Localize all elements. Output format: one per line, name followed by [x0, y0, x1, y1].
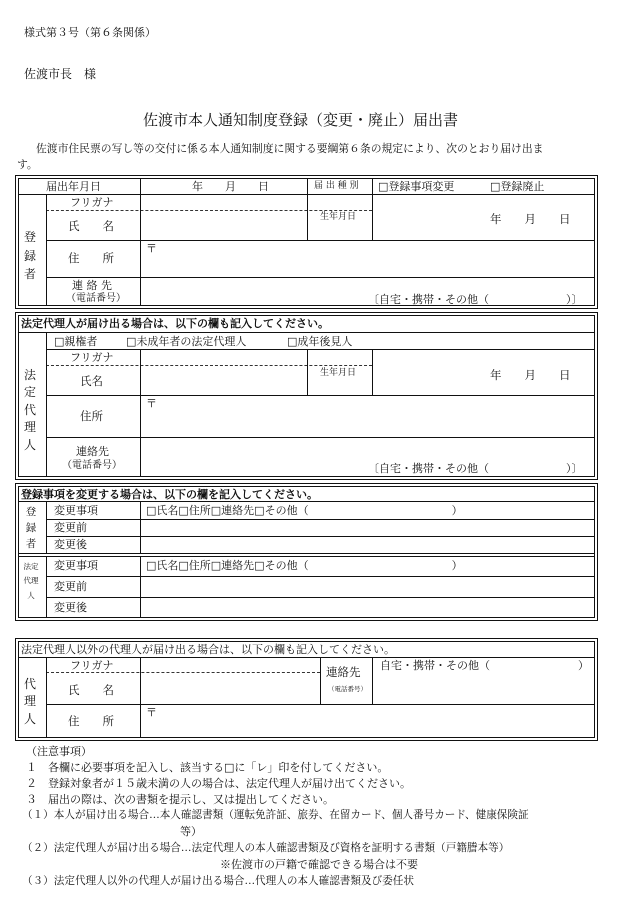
legal-rep-address-input[interactable]: [160, 412, 580, 430]
registrant-contact-choices[interactable]: 〔自宅・携帯・その他（ ）〕: [368, 293, 583, 306]
page-title: 佐渡市本人通知制度登録（変更・廃止）届出書: [143, 111, 459, 129]
change-registrant-after-input[interactable]: [150, 538, 590, 551]
registrant-address-label: 住 所: [68, 251, 114, 265]
change-registrant-side-label: 登 録 者: [25, 506, 37, 550]
change-registrant-item-options[interactable]: □氏名□住所□連絡先□その他（ ）: [146, 504, 463, 517]
note-3-sub-2: （２）法定代理人が届け出る場合…法定代理人の本人確認書類及び資格を証明する書類（戸籍謄本等）: [22, 842, 510, 854]
filing-date-format: 年 月 日: [192, 180, 269, 193]
registrant-furigana-label: フリガナ: [70, 196, 114, 209]
change-registrant-before-label: 変更前: [54, 521, 87, 534]
agent-phone-label: （電話番号）: [328, 685, 367, 693]
agent-furigana-input[interactable]: [180, 660, 300, 670]
agent-postal-mark: 〒: [146, 706, 157, 719]
change-rep-before-input[interactable]: [150, 579, 590, 594]
option-minor-rep[interactable]: □未成年者の法定代理人: [126, 335, 247, 348]
legal-rep-birth-label: 生年月日: [320, 368, 357, 378]
notes-heading: （注意事項）: [26, 745, 92, 758]
legal-rep-furigana-input[interactable]: [180, 352, 300, 362]
note-3-sub-2-cont: ※佐渡市の戸籍で確認できる場合は不要: [220, 858, 418, 871]
legal-rep-name-label: 氏名: [80, 374, 103, 388]
note-3: ３ 届出の際は、次の書類を提示し、又は提出してください。: [26, 793, 334, 806]
agent-contact-input[interactable]: [380, 676, 590, 700]
agent-name-input[interactable]: [150, 676, 310, 700]
agent-contact-choices[interactable]: 自宅・携帯・その他（ ）: [380, 659, 589, 672]
note-3-sub-1-cont: 等）: [180, 825, 202, 838]
agent-address-input[interactable]: [160, 714, 580, 732]
agent-side-label: 代 理 人: [23, 677, 36, 726]
intro-line-1: 佐渡市住民票の写し等の交付に係る本人通知制度に関する要綱第６条の規定により、次のとおり届け出ま: [36, 142, 544, 155]
intro-line-2: す。: [17, 158, 38, 171]
note-1: １ 各欄に必要事項を記入し、該当する□に「レ」印を付してください。: [26, 761, 389, 774]
change-rep-item-options[interactable]: □氏名□住所□連絡先□その他（ ）: [146, 559, 463, 572]
note-3-sub-1: （１）本人が届け出る場合…本人確認書類（運転免許証、旅券、在留カード、個人番号カード、健康保険証: [22, 809, 529, 821]
option-registration-abolish[interactable]: □登録廃止: [490, 180, 545, 193]
change-registrant-item-label: 変更事項: [54, 504, 98, 517]
change-registrant-before-input[interactable]: [150, 521, 590, 534]
change-rep-before-label: 変更前: [54, 580, 87, 593]
legal-rep-contact-label: 連絡先: [76, 445, 109, 458]
registrant-birth-label: 生年月日: [320, 212, 357, 222]
option-parent[interactable]: □親権者: [54, 335, 98, 348]
option-registration-change[interactable]: □登録事項変更: [378, 180, 455, 193]
agent-furigana-label: フリガナ: [70, 659, 114, 672]
registrant-side-label: 登 録 者: [23, 230, 36, 282]
legal-rep-address-label: 住所: [80, 409, 103, 423]
registrant-name-input[interactable]: [150, 214, 300, 236]
legal-rep-section-head: 法定代理人が届け出る場合は、以下の欄も記入してください。: [21, 317, 329, 330]
registrant-address-input[interactable]: [160, 256, 580, 272]
option-guardian[interactable]: □成年後見人: [287, 335, 353, 348]
addressee: 佐渡市長 様: [24, 67, 97, 81]
registrant-birth-format: 年 月 日: [490, 212, 571, 226]
registrant-contact-label: 連 絡 先: [72, 279, 112, 292]
filing-type-label: 届 出 種 別: [314, 181, 359, 191]
legal-rep-furigana-label: フリガナ: [70, 351, 114, 364]
legal-rep-name-input[interactable]: [150, 369, 300, 391]
filing-date-label: 届出年月日: [46, 180, 101, 193]
registrant-furigana-input[interactable]: [180, 198, 300, 208]
agent-section-head: 法定代理人以外の代理人が届け出る場合は、以下の欄も記入してください。: [21, 643, 395, 656]
note-3-sub-3: （３）法定代理人以外の代理人が届け出る場合…代理人の本人確認書類及び委任状: [22, 875, 414, 887]
legal-rep-birth-format: 年 月 日: [490, 368, 571, 382]
change-rep-side-label: 法定 代理 人: [23, 562, 39, 600]
legal-rep-postal-mark: 〒: [146, 397, 157, 410]
change-rep-after-input[interactable]: [150, 600, 590, 615]
registrant-postal-mark: 〒: [146, 242, 157, 255]
legal-rep-side-label: 法 定 代 理 人: [23, 368, 36, 452]
agent-name-label: 氏 名: [68, 683, 114, 697]
legal-rep-contact-choices[interactable]: 〔自宅・携帯・その他（ ）〕: [368, 462, 583, 475]
legal-rep-phone-label: （電話番号）: [62, 460, 122, 471]
registrant-phone-label: （電話番号）: [66, 293, 126, 304]
change-registrant-after-label: 変更後: [54, 538, 87, 551]
agent-address-label: 住 所: [68, 714, 114, 728]
form-number: 様式第３号（第６条関係）: [24, 26, 156, 39]
change-rep-after-label: 変更後: [54, 601, 87, 614]
note-2: ２ 登録対象者が１５歳未満の人の場合は、法定代理人が届け出てください。: [26, 777, 411, 790]
agent-contact-label: 連絡先: [326, 665, 361, 679]
registrant-name-label: 氏 名: [68, 219, 114, 233]
change-section-head: 登録事項を変更する場合は、以下の欄を記入してください。: [21, 488, 318, 501]
change-rep-item-label: 変更事項: [54, 559, 98, 572]
